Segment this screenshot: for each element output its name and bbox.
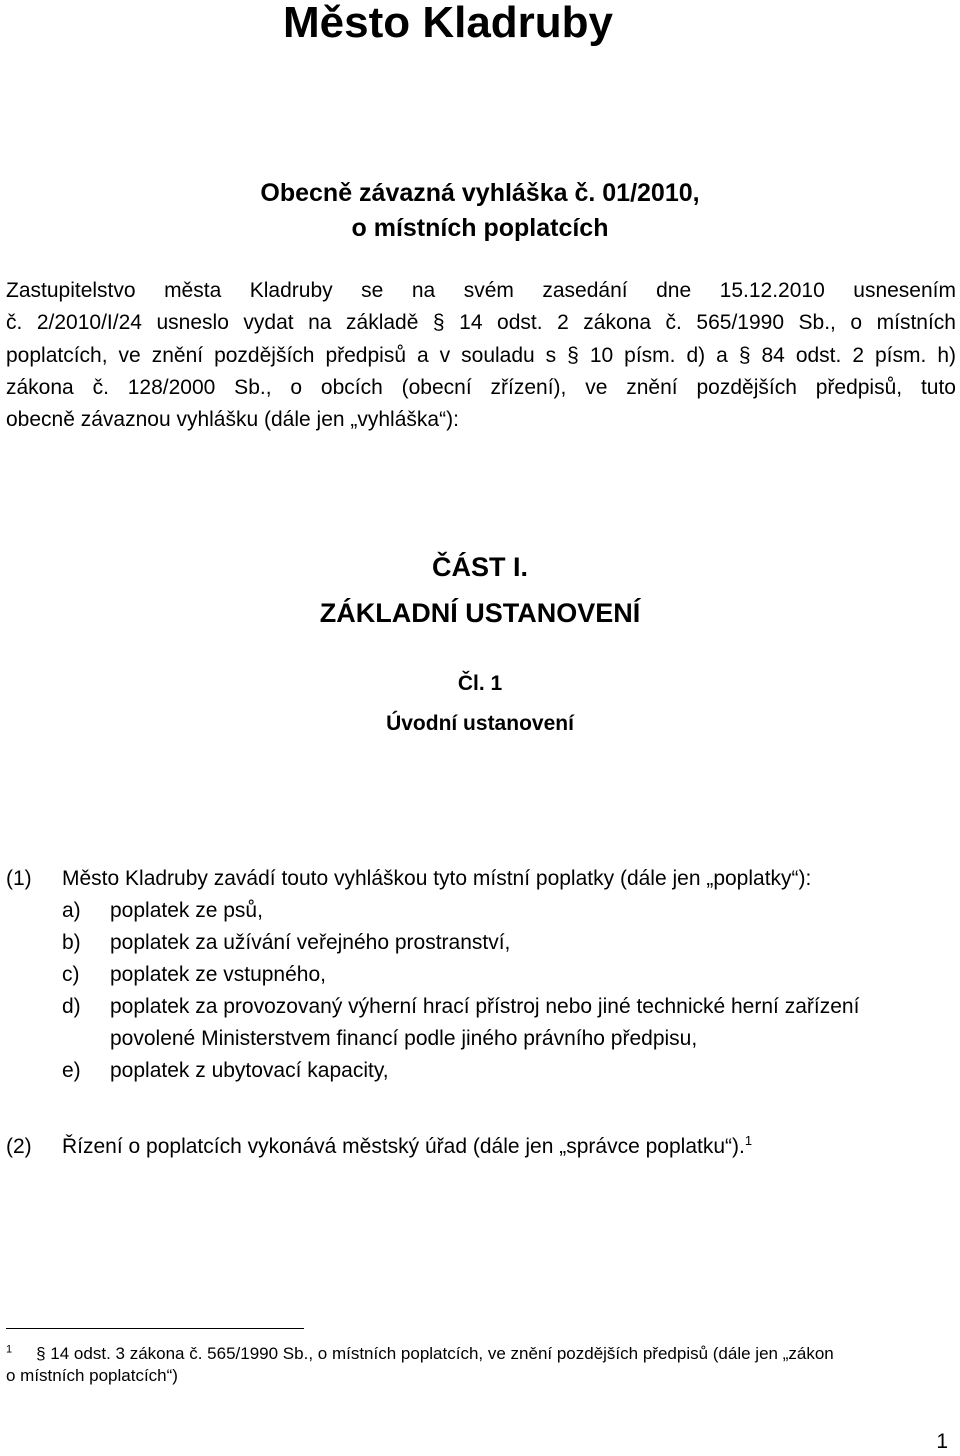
list-item-text: poplatek za provozovaný výherní hrací přístroj nebo jiné technické herní zařízení	[110, 995, 860, 1018]
town-title: Město Kladruby	[282, 0, 614, 47]
document-title-line2: o místních poplatcích	[351, 214, 609, 242]
part-number: ČÁST I.	[431, 552, 528, 582]
intro-line-1: Zastupitelstvo města Kladruby se na svém zasedání dne 15.12.2010 usnesením	[6, 279, 956, 302]
intro-line-3: poplatcích, ve znění pozdějších předpisů a v souladu s § 10 písm. d) a § 84 odst. 2 písm. h)	[6, 343, 956, 367]
list-item-letter: c)	[62, 963, 80, 986]
list-item-letter: b)	[62, 931, 81, 954]
paragraph-2	[62, 1131, 752, 1163]
list-item-text: poplatek ze psů,	[110, 899, 263, 922]
footnote-separator	[6, 1328, 304, 1329]
footnote-line-2: o místních poplatcích“)	[6, 1366, 178, 1385]
list-item-text: poplatek ze vstupného,	[110, 963, 326, 986]
list-item-text: poplatek za užívání veřejného prostranství,	[110, 931, 511, 954]
intro-paragraph	[6, 275, 956, 436]
intro-line-4: zákona č. 128/2000 Sb., o obcích (obecní zřízení), ve znění pozdějších předpisů, tuto	[6, 375, 956, 399]
footnote-reference[interactable]: 1	[744, 1133, 753, 1148]
intro-line-2: č. 2/2010/I/24 usneslo vydat na základě § 14 odst. 2 zákona č. 565/1990 Sb., o místních	[6, 311, 956, 335]
document-title-line1: Obecně závazná vyhláška č. 01/2010,	[260, 179, 700, 207]
paragraph-1-number: (1)	[6, 867, 32, 890]
list-item-text-continued: povolené Ministerstvem financí podle jiného právního předpisu,	[110, 1027, 698, 1050]
article-number: Čl. 1	[457, 672, 503, 695]
list-item-letter: e)	[62, 1059, 81, 1082]
footnote	[6, 1343, 956, 1387]
list-item-letter: a)	[62, 899, 81, 922]
paragraph-2-number: (2)	[6, 1135, 32, 1158]
intro-line-5: obecně závaznou vyhlášku (dále jen „vyhláška“):	[6, 408, 459, 432]
footnote-line-1: § 14 odst. 3 zákona č. 565/1990 Sb., o místních poplatcích, ve znění pozdějších předpisů (dále jen „zákon	[36, 1344, 834, 1363]
footnote-mark: 1	[6, 1343, 13, 1356]
list-item-letter: d)	[62, 995, 81, 1018]
list-item-text: poplatek z ubytovací kapacity,	[110, 1059, 389, 1082]
page-number: 1	[936, 1430, 948, 1453]
paragraph-1-text: Město Kladruby zavádí touto vyhláškou tyto místní poplatky (dále jen „poplatky“):	[62, 867, 812, 890]
paragraph-2-text: Řízení o poplatcích vykonává městský úřad (dále jen „správce poplatku“).	[62, 1135, 745, 1158]
part-title: ZÁKLADNÍ USTANOVENÍ	[319, 598, 641, 628]
article-title: Úvodní ustanovení	[386, 712, 574, 735]
